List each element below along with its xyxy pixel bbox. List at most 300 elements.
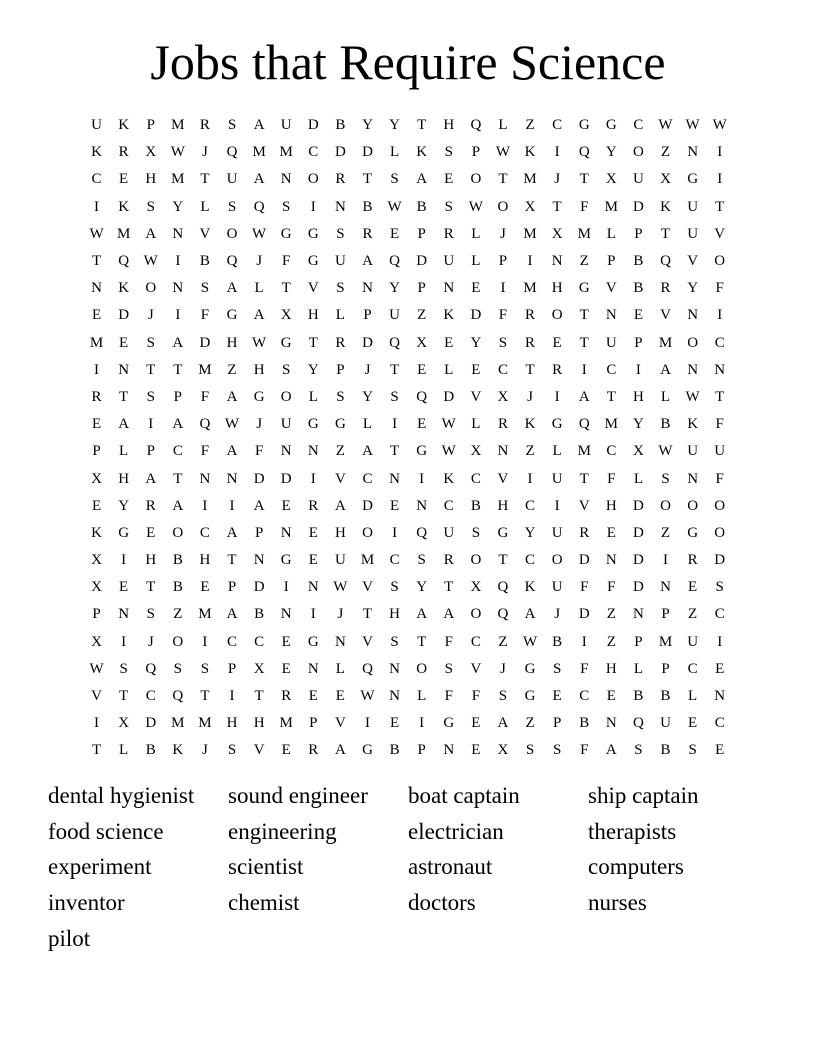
grid-letter: N <box>660 579 671 596</box>
grid-letter: A <box>660 361 671 378</box>
grid-letter: D <box>145 715 157 732</box>
grid-letter: C <box>714 715 725 732</box>
grid-letter: N <box>253 552 265 569</box>
grid-letter: U <box>226 171 238 188</box>
grid-letter: S <box>661 470 670 487</box>
grid-letter: S <box>146 388 155 405</box>
grid-letter: D <box>362 144 373 161</box>
grid-letter: I <box>283 579 289 596</box>
grid-letter: B <box>633 280 644 297</box>
grid-letter: S <box>336 225 345 242</box>
grid-letter: T <box>417 117 427 134</box>
grid-letter: J <box>527 388 533 405</box>
grid-letter: X <box>145 144 157 161</box>
grid-letter: W <box>224 416 240 433</box>
grid-letter: I <box>392 416 398 433</box>
grid-letter: J <box>147 633 154 650</box>
grid-letter: O <box>362 524 373 541</box>
grid-letter: Z <box>227 361 237 378</box>
grid-letter: E <box>471 361 481 378</box>
grid-letter: V <box>91 688 102 705</box>
grid-letter: U <box>91 117 102 134</box>
grid-letter: R <box>308 742 319 759</box>
grid-letter: X <box>470 579 482 596</box>
grid-letter: Y <box>172 198 184 215</box>
grid-letter: G <box>551 416 563 433</box>
grid-letter: I <box>202 497 208 514</box>
grid-letter: M <box>198 361 212 378</box>
grid-letter: T <box>173 470 183 487</box>
grid-letter: J <box>147 307 154 324</box>
grid-letter: P <box>498 253 508 270</box>
grid-letter: F <box>282 253 291 270</box>
grid-letter: X <box>280 307 292 324</box>
grid-letter: U <box>687 633 699 650</box>
grid-letter: E <box>91 307 102 324</box>
grid-letter: M <box>577 225 591 242</box>
grid-letter: B <box>362 198 373 215</box>
grid-letter: D <box>443 388 455 405</box>
grid-letter: M <box>523 171 537 188</box>
grid-letter: D <box>362 334 373 351</box>
grid-letter: P <box>417 280 426 297</box>
grid-letter: D <box>633 198 644 215</box>
grid-letter: B <box>335 117 346 134</box>
grid-letter: Z <box>606 606 616 623</box>
grid-letter: Z <box>579 253 589 270</box>
grid-letter: G <box>226 307 238 324</box>
word-list <box>48 780 768 958</box>
grid-letter: X <box>91 633 102 650</box>
word-list-item: therapists <box>588 818 677 844</box>
grid-letter: D <box>362 497 373 514</box>
grid-letter: X <box>470 443 482 460</box>
grid-letter: T <box>660 225 671 242</box>
grid-letter: M <box>604 198 618 215</box>
grid-letter: W <box>441 416 456 433</box>
grid-letter: S <box>200 280 210 297</box>
grid-letter: C <box>145 688 156 705</box>
grid-letter: Q <box>660 253 671 270</box>
grid-letter: S <box>282 198 291 215</box>
grid-letter: L <box>119 742 129 759</box>
grid-letter: M <box>171 117 185 134</box>
grid-letter: V <box>714 225 726 242</box>
grid-letter: E <box>606 688 616 705</box>
grid-letter: F <box>715 470 724 487</box>
grid-letter: T <box>308 334 318 351</box>
letter-grid <box>83 112 733 765</box>
grid-letter: Q <box>416 388 428 405</box>
grid-letter: W <box>658 117 673 134</box>
grid-letter: Q <box>118 253 130 270</box>
grid-letter: I <box>175 307 181 324</box>
grid-letter: Y <box>605 144 617 161</box>
grid-letter: M <box>523 225 537 242</box>
grid-letter: N <box>687 361 699 378</box>
grid-letter: O <box>687 334 699 351</box>
grid-letter: I <box>310 198 316 215</box>
grid-letter: W <box>89 660 104 677</box>
grid-letter: A <box>605 742 617 759</box>
word-list-item: electrician <box>408 818 504 844</box>
grid-letter: X <box>497 742 509 759</box>
grid-letter: S <box>444 198 453 215</box>
grid-letter: J <box>500 660 506 677</box>
grid-letter: P <box>363 307 372 324</box>
grid-letter: N <box>172 280 184 297</box>
grid-letter: U <box>687 198 699 215</box>
grid-letter: N <box>280 524 292 541</box>
grid-letter: S <box>715 579 724 596</box>
grid-letter: K <box>687 416 699 433</box>
grid-letter: P <box>254 524 264 541</box>
grid-letter: U <box>334 253 346 270</box>
grid-letter: L <box>633 660 643 677</box>
grid-letter: U <box>443 253 455 270</box>
grid-letter: V <box>578 497 590 514</box>
grid-letter: V <box>687 253 699 270</box>
grid-letter: L <box>660 388 671 405</box>
word-list-item: pilot <box>48 925 91 951</box>
grid-letter: B <box>660 688 671 705</box>
grid-letter: D <box>633 497 644 514</box>
grid-letter: N <box>714 688 726 705</box>
grid-letter: Z <box>525 117 535 134</box>
grid-letter: F <box>200 307 210 324</box>
grid-letter: E <box>119 334 129 351</box>
grid-letter: I <box>121 552 127 569</box>
grid-letter: B <box>660 742 671 759</box>
grid-letter: X <box>605 171 617 188</box>
grid-letter: N <box>687 307 699 324</box>
grid-letter: Y <box>633 416 644 433</box>
grid-letter: H <box>145 552 157 569</box>
grid-letter: U <box>605 334 617 351</box>
grid-letter: H <box>118 470 130 487</box>
grid-letter: A <box>145 225 157 242</box>
grid-letter: N <box>307 443 319 460</box>
grid-letter: G <box>578 117 590 134</box>
grid-letter: U <box>280 416 292 433</box>
word-list-item: computers <box>588 854 684 880</box>
grid-letter: P <box>227 660 237 677</box>
grid-letter: N <box>633 606 644 623</box>
grid-letter: I <box>419 715 425 732</box>
grid-letter: I <box>527 470 533 487</box>
grid-letter: K <box>118 280 130 297</box>
grid-letter: S <box>119 660 128 677</box>
grid-letter: O <box>416 660 428 677</box>
grid-letter: K <box>660 198 671 215</box>
grid-letter: M <box>360 552 375 569</box>
grid-letter: B <box>470 497 481 514</box>
grid-letter: T <box>254 688 264 705</box>
word-list-item: chemist <box>228 890 300 916</box>
grid-letter: S <box>390 171 399 188</box>
grid-letter: E <box>715 660 725 677</box>
grid-letter: N <box>334 198 346 215</box>
grid-letter: I <box>202 633 208 650</box>
grid-letter: E <box>688 579 698 596</box>
grid-letter: A <box>226 280 238 297</box>
grid-letter: Q <box>633 715 644 732</box>
grid-letter: M <box>523 280 537 297</box>
grid-letter: O <box>714 524 726 541</box>
grid-letter: D <box>633 552 644 569</box>
grid-letter: L <box>471 253 481 270</box>
grid-letter: A <box>118 416 130 433</box>
grid-letter: E <box>389 225 400 242</box>
grid-letter: J <box>500 225 506 242</box>
grid-letter: B <box>199 253 210 270</box>
grid-letter: V <box>497 470 509 487</box>
grid-letter: W <box>658 443 673 460</box>
grid-letter: Q <box>416 524 428 541</box>
grid-letter: F <box>498 307 508 324</box>
grid-letter: E <box>119 171 129 188</box>
grid-letter: M <box>658 334 673 351</box>
grid-letter: A <box>524 606 536 623</box>
grid-letter: I <box>717 144 723 161</box>
grid-letter: W <box>441 443 456 460</box>
grid-letter: H <box>334 524 346 541</box>
grid-letter: X <box>416 334 428 351</box>
grid-letter: E <box>552 688 562 705</box>
grid-letter: Y <box>687 280 699 297</box>
grid-letter: O <box>307 171 319 188</box>
word-list-item: astronaut <box>408 854 493 880</box>
grid-letter: B <box>579 715 590 732</box>
grid-letter: A <box>253 497 265 514</box>
grid-letter: R <box>525 334 536 351</box>
grid-letter: K <box>524 579 536 596</box>
grid-letter: P <box>417 742 426 759</box>
grid-letter: S <box>444 660 453 677</box>
grid-letter: S <box>227 117 237 134</box>
grid-letter: J <box>202 742 208 759</box>
grid-letter: P <box>634 633 643 650</box>
grid-letter: Q <box>226 144 238 161</box>
grid-letter: E <box>335 688 345 705</box>
grid-letter: V <box>307 280 319 297</box>
grid-letter: A <box>416 171 428 188</box>
grid-letter: H <box>307 307 319 324</box>
grid-letter: U <box>660 715 671 732</box>
grid-letter: L <box>417 688 427 705</box>
grid-letter: C <box>714 334 725 351</box>
grid-letter: O <box>633 144 644 161</box>
grid-letter: M <box>171 715 185 732</box>
grid-letter: G <box>443 715 455 732</box>
grid-letter: W <box>685 388 700 405</box>
grid-letter: V <box>334 470 346 487</box>
grid-letter: O <box>145 280 157 297</box>
grid-letter: T <box>525 361 535 378</box>
grid-letter: N <box>307 660 319 677</box>
grid-letter: Q <box>172 688 184 705</box>
grid-letter: T <box>498 552 508 569</box>
grid-letter: V <box>362 579 373 596</box>
grid-letter: S <box>227 198 237 215</box>
grid-letter: N <box>118 361 130 378</box>
grid-letter: Y <box>416 579 428 596</box>
grid-letter: N <box>118 606 130 623</box>
grid-letter: U <box>551 524 563 541</box>
grid-letter: V <box>470 660 482 677</box>
grid-letter: D <box>280 470 292 487</box>
grid-letter: A <box>253 171 265 188</box>
grid-letter: U <box>334 552 346 569</box>
grid-letter: I <box>229 688 235 705</box>
grid-letter: D <box>578 606 590 623</box>
grid-letter: I <box>148 416 154 433</box>
grid-letter: G <box>578 280 590 297</box>
grid-letter: E <box>200 579 210 596</box>
grid-letter: S <box>146 334 155 351</box>
grid-letter: W <box>252 334 267 351</box>
grid-letter: G <box>253 388 265 405</box>
grid-letter: Q <box>199 416 211 433</box>
grid-letter: I <box>94 361 100 378</box>
grid-letter: C <box>199 524 210 541</box>
grid-letter: R <box>145 497 156 514</box>
grid-letter: C <box>91 171 102 188</box>
grid-letter: L <box>498 117 508 134</box>
grid-letter: Z <box>417 307 427 324</box>
grid-letter: X <box>91 552 102 569</box>
grid-letter: E <box>606 524 616 541</box>
grid-letter: T <box>281 280 291 297</box>
grid-letter: B <box>389 742 400 759</box>
grid-letter: G <box>362 742 373 759</box>
word-list-item: sound engineer <box>228 783 368 808</box>
grid-letter: P <box>552 715 562 732</box>
grid-letter: F <box>444 633 453 650</box>
grid-letter: C <box>497 361 508 378</box>
grid-letter: B <box>416 198 427 215</box>
grid-letter: S <box>336 280 345 297</box>
grid-letter: E <box>308 688 318 705</box>
grid-letter: I <box>554 388 560 405</box>
grid-letter: S <box>146 606 155 623</box>
word-list-item: dental hygienist <box>48 783 195 808</box>
grid-letter: L <box>362 416 373 433</box>
grid-letter: T <box>91 742 102 759</box>
grid-letter: N <box>551 253 563 270</box>
grid-letter: T <box>146 361 156 378</box>
grid-letter: C <box>308 144 319 161</box>
grid-letter: E <box>552 334 562 351</box>
grid-letter: L <box>633 470 643 487</box>
grid-letter: L <box>335 307 345 324</box>
grid-letter: G <box>687 171 699 188</box>
grid-letter: H <box>253 715 265 732</box>
grid-letter: A <box>226 443 238 460</box>
grid-letter: O <box>714 253 726 270</box>
grid-letter: V <box>660 307 671 324</box>
grid-letter: X <box>118 715 130 732</box>
grid-letter: T <box>119 688 129 705</box>
grid-letter: I <box>364 715 370 732</box>
grid-letter: F <box>254 443 264 460</box>
grid-letter: X <box>497 388 509 405</box>
grid-letter: M <box>89 334 104 351</box>
word-list-item: experiment <box>48 854 152 880</box>
grid-letter: Y <box>362 388 373 405</box>
grid-letter: T <box>389 361 400 378</box>
grid-letter: G <box>524 688 536 705</box>
word-list-item: food science <box>48 818 164 844</box>
grid-letter: G <box>334 416 346 433</box>
grid-letter: I <box>581 633 587 650</box>
grid-letter: Z <box>173 606 183 623</box>
grid-letter: V <box>334 715 346 732</box>
grid-letter: J <box>256 416 263 433</box>
grid-letter: R <box>443 225 454 242</box>
grid-letter: O <box>172 524 184 541</box>
grid-letter: R <box>91 388 102 405</box>
grid-letter: R <box>308 497 319 514</box>
grid-letter: Y <box>524 524 536 541</box>
grid-letter: D <box>633 524 644 541</box>
grid-letter: O <box>470 171 482 188</box>
grid-letter: W <box>387 198 402 215</box>
grid-letter: B <box>633 253 644 270</box>
grid-letter: T <box>173 361 183 378</box>
grid-letter: N <box>687 144 699 161</box>
grid-letter: C <box>443 497 454 514</box>
grid-letter: Z <box>660 524 671 541</box>
grid-letter: A <box>362 253 373 270</box>
grid-letter: D <box>416 253 428 270</box>
grid-letter: Q <box>362 660 373 677</box>
grid-letter: Z <box>498 633 508 650</box>
grid-letter: T <box>362 171 373 188</box>
grid-letter: S <box>390 388 399 405</box>
grid-letter: X <box>551 225 563 242</box>
grid-letter: Z <box>688 606 698 623</box>
grid-letter: O <box>551 307 563 324</box>
grid-letter: P <box>146 443 155 460</box>
grid-letter: G <box>497 524 509 541</box>
grid-letter: D <box>118 307 130 324</box>
grid-letter: C <box>254 633 265 650</box>
grid-letter: N <box>416 497 428 514</box>
grid-letter: S <box>552 660 562 677</box>
grid-letter: E <box>444 171 454 188</box>
grid-letter: H <box>226 334 238 351</box>
grid-letter: B <box>172 579 183 596</box>
grid-letter: U <box>551 579 563 596</box>
grid-letter: F <box>607 470 616 487</box>
grid-letter: E <box>308 552 318 569</box>
grid-letter: B <box>145 742 156 759</box>
grid-letter: H <box>199 552 211 569</box>
grid-letter: P <box>173 388 182 405</box>
grid-letter: C <box>227 633 238 650</box>
grid-letter: G <box>307 253 319 270</box>
grid-letter: L <box>389 144 400 161</box>
grid-letter: M <box>198 606 212 623</box>
grid-letter: I <box>527 253 533 270</box>
grid-letter: E <box>281 497 291 514</box>
grid-letter: Z <box>335 443 345 460</box>
grid-letter: H <box>605 497 617 514</box>
grid-letter: O <box>714 497 726 514</box>
grid-letter: N <box>362 280 373 297</box>
grid-letter: T <box>579 307 589 324</box>
